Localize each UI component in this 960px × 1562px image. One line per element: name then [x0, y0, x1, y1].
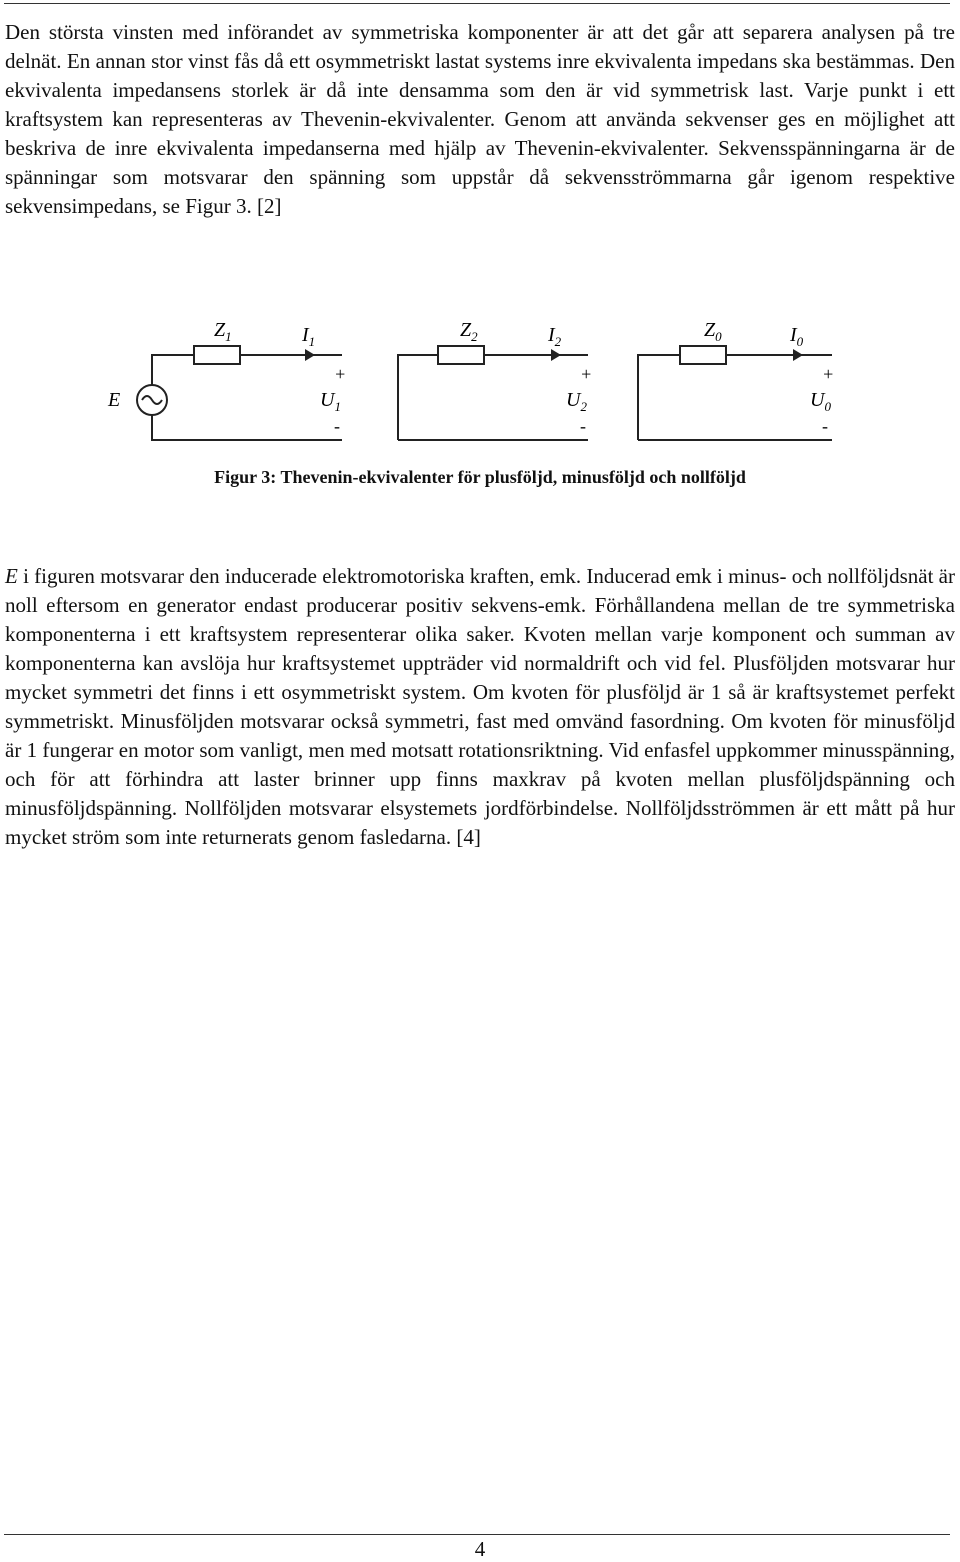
svg-text:U0: [810, 389, 831, 414]
page-number: 4: [474, 1537, 486, 1561]
u0-label: U: [810, 389, 825, 411]
emk-symbol: E: [5, 564, 18, 588]
current-arrow-0: [793, 349, 803, 361]
svg-text:I1: [301, 324, 315, 349]
z1-sub: 1: [225, 329, 232, 344]
paragraph-intro: Den största vinsten med införandet av symmetriska komponenter är att det går att separera analysen på tre delnät. En annan stor vinst fås då ett osymmetriskt lastat systems inre ekvivalenta impedans ska bestämmas. Den ekvivalenta impedansens storlek är då inte densamma som den är vid symmetrisk last. Varje punkt i ett kraftsystem kan representeras av Thevenin-ekvivalenter. Genom att använda sekvenser ges en möjlighet att beskriva de inre ekvivalenta impedanserna med hjälp av Thevenin-ekvivalenter. Sekvensspänningarna är de spänningar som motsvarar den spänning som uppstår då sekvensströmmarna går igenom respektive sekvensimpedans, se Figur 3. [2]: [5, 20, 955, 218]
z2-sub: 2: [471, 329, 478, 344]
i1-label: I: [302, 324, 309, 346]
circuit-2-wire: [398, 355, 438, 440]
u1-minus: -: [334, 416, 340, 436]
svg-text:U2: [566, 389, 587, 414]
i0-sub: 0: [796, 334, 804, 349]
circuit-1-top-wire: [152, 355, 194, 385]
impedance-z0: [680, 346, 726, 364]
z0-label: Z: [704, 319, 716, 341]
current-arrow-1: [305, 349, 315, 361]
u2-label: U: [566, 389, 581, 411]
svg-text:Z2: [460, 319, 478, 344]
svg-text:I0: [789, 324, 804, 349]
circuit-3-wire: [638, 355, 680, 440]
i2-sub: 2: [554, 334, 562, 349]
thevenin-figure: [100, 310, 860, 450]
circuit-1-bottom-wire: [152, 415, 342, 440]
impedance-z1: [194, 346, 240, 364]
u2-minus: -: [580, 416, 586, 436]
i1-sub: 1: [308, 334, 316, 349]
z0-sub: 0: [715, 329, 722, 344]
current-arrow-2: [551, 349, 561, 361]
u0-plus: +: [822, 364, 835, 384]
figure-caption: Figur 3: Thevenin-ekvivalenter för plusföljd, minusföljd och nollföljd: [214, 467, 746, 487]
svg-text:I2: [547, 324, 562, 349]
u1-plus: +: [334, 364, 347, 384]
u1-label: U: [320, 389, 335, 411]
header-rule: [4, 3, 950, 4]
u0-minus: -: [822, 416, 828, 436]
source-label: E: [108, 389, 121, 411]
u0-sub: 0: [824, 399, 831, 414]
svg-text:Z1: [214, 319, 232, 344]
svg-text:Z0: [704, 319, 722, 344]
paragraph-emk: [5, 562, 955, 852]
u1-sub: 1: [334, 399, 341, 414]
source-wave: [142, 396, 162, 404]
svg-text:U1: [320, 389, 341, 414]
footer-rule: [4, 1534, 950, 1535]
u2-plus: +: [580, 364, 593, 384]
z2-label: Z: [460, 319, 472, 341]
i0-label: I: [790, 324, 797, 346]
impedance-z2: [438, 346, 484, 364]
paragraph-emk-text: i figuren motsvarar den inducerade elektromotoriska kraften, emk. Inducerad emk i minus- och nollföljdsnät är noll eftersom en generator endast producerar positiv sekvens-emk. Förhållandena mellan de tre symmetriska komponenterna i ett kraftsystem representerar olika saker. Kvoten mellan varje komponent och summan av komponenterna kan avslöja hur kraftsystemet uppträder vid normaldrift och vid fel. Plusföljden motsvarar hur mycket symmetri det finns i ett osymmetriskt system. Om kvoten för plusföljd är 1 så är kraftsystemet perfekt symmetriskt. Minusföljden motsvarar också symmetri, fast med omvänd fasordning. Om kvoten för minusföljd är 1 fungerar en motor som vanligt, men med motsatt rotationsriktning. Vid enfasfel uppkommer minusspänning, och för att förhindra att laster brinner upp finns maxkrav på kvoten mellan plusföljdspänning och minusföljdspänning. Nollföljden motsvarar elsystemets jordförbindelse. Nollföljdsströmmen är ett mått på hur mycket ström som inte returnerats genom fasledarna. [4]: [5, 564, 955, 849]
u2-sub: 2: [580, 399, 587, 414]
i2-label: I: [548, 324, 555, 346]
z1-label: Z: [214, 319, 226, 341]
